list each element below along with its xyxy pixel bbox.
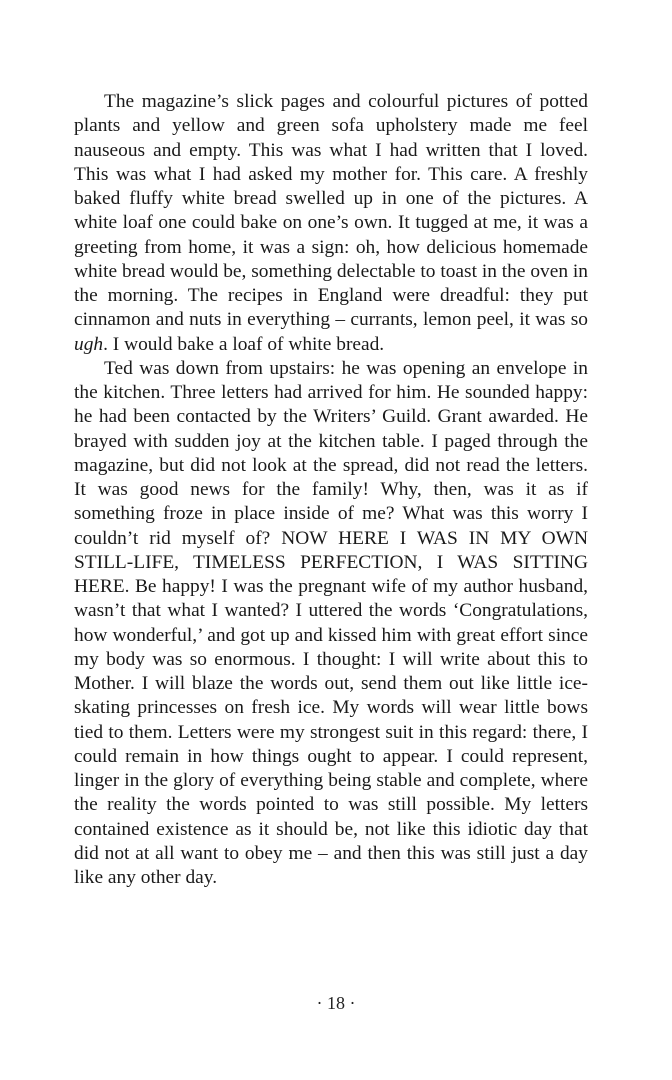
page-number: · 18 · <box>316 993 356 1013</box>
paragraph-1 <box>74 90 588 357</box>
paragraph-1-text-b: . I would bake a loaf of white bread. <box>103 333 385 355</box>
paragraph-2 <box>74 357 588 891</box>
paragraph-1-italic-ugh: ugh <box>74 333 104 355</box>
paragraph-2-text: Ted was down from upstairs: he was opening an envelope in the kitchen. Three letters had arrived for him. He sounded happy: he had been contacted by the Writers’ Guild. Grant awarded. He brayed with sudden joy at the kitchen table. I paged through the magazine, but did not look at the spread, did not read the letters. It was good news for the family! Why, then, was it as if something froze in place inside of me? What was this worry I couldn’t rid myself of? NOW HERE I WAS IN MY OWN STILL-LIFE, TIMELESS PERFECTION, I WAS SITTING HERE. Be happy! I was the pregnant wife of my author husband, wasn’t that what I wanted? I uttered the words ‘Congratulations, how wonderful,’ and got up and kissed him with great effort since my body was so enormous. I thought: I will write about this to Mother. I will blaze the words out, send them out like little ice-skating princesses on fresh ice. My words will wear little bows tied to them. Letters were my strongest suit in this regard: there, I could remain in how things ought to appear. I could represent, linger in the glory of everything being stable and complete, where the reality the words pointed to was still possible. My letters contained existence as it should be, not like this idiotic day that did not at all want to obey me – and then this was still just a day like any other day. <box>74 357 588 888</box>
paragraph-1-text-a: The magazine’s slick pages and colourful pictures of potted plants and yellow and green sofa upholstery made me feel nauseous and empty. This was what I had written that I loved. This was what I had asked my mother for. This care. A freshly baked fluffy white bread swelled up in one of the pictures. A white loaf one could bake on one’s own. It tugged at me, it was a greeting from home, it was a sign: oh, how delicious homemade white bread would be, something delectable to toast in the oven in the morning. The recipes in England were dreadful: they put cinnamon and nuts in everything – currants, lemon peel, it was so <box>74 91 588 331</box>
page-body <box>74 90 588 890</box>
